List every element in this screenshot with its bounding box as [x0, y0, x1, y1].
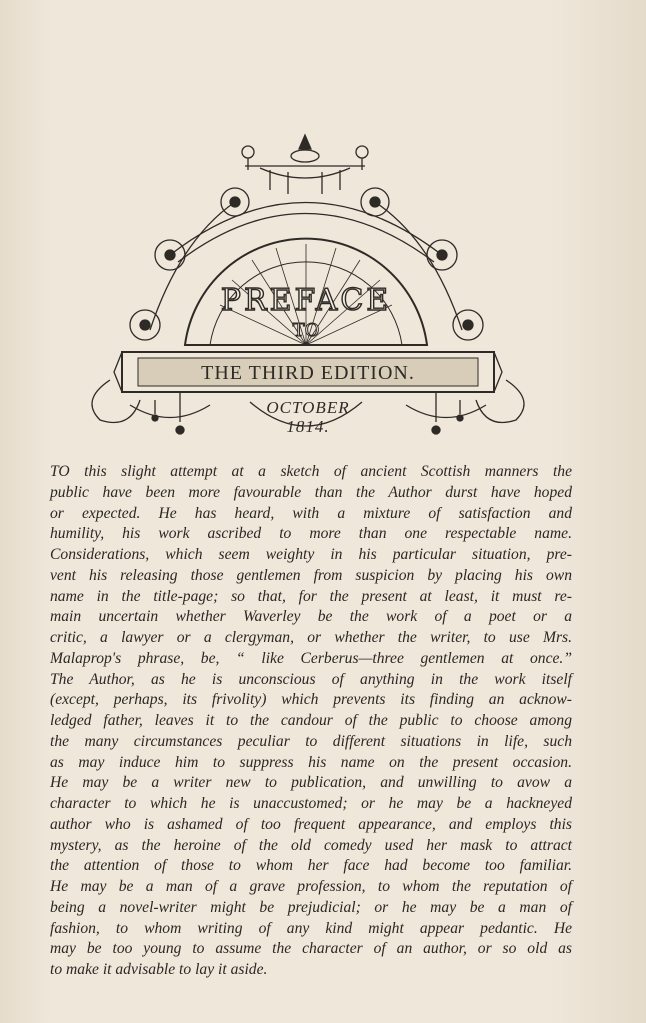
body-line: (except, perhaps, its frivolity) which prevents its finding an acknow-	[50, 691, 572, 709]
body-line: the many circumstances peculiar to different situations in life, such	[50, 732, 572, 750]
body-line: humility, his work ascribed to more than one respectable name.	[50, 525, 572, 543]
body-line: mystery, as the heroine of the old comedy used her mask to attract	[50, 836, 572, 854]
body-line: to make it advisable to lay it aside.	[50, 961, 268, 978]
body-line: The Author, as he is unconscious of anything in the work itself	[50, 670, 572, 688]
body-line: being a novel-writer might be prejudicial; or he may be a man of	[50, 898, 572, 916]
preface-ornament	[70, 130, 550, 450]
body-line: may be too young to assume the character of an author, or so old as	[50, 940, 572, 958]
body-line: fashion, to whom writing of any kind might appear pedantic. He	[50, 919, 572, 937]
body-line: public have been more favourable than the Author durst have hoped	[50, 483, 572, 501]
preface-body	[50, 462, 572, 981]
body-line: character to which he is unaccustomed; or he may be a hackneyed	[50, 795, 572, 812]
date-year: 1814.	[286, 417, 330, 436]
body-line: name in the title-page; so that, for the present at least, it must re-	[50, 587, 572, 605]
body-line: Considerations, which seem weighty in his particular situation, pre-	[50, 546, 572, 563]
body-line: Malaprop's phrase, be, “ like Cerberus—three gentlemen at once.”	[50, 649, 572, 667]
body-line: main uncertain whether Waverley be the work of a poet or a	[50, 608, 572, 626]
body-line: He may be a writer new to publication, and unwilling to avow a	[50, 774, 572, 792]
body-line: ledged father, leaves it to the candour of the public to choose among	[50, 712, 572, 729]
edition-banner: THE THIRD EDITION.	[201, 362, 415, 384]
body-line: the attention of those to whom her face had become too familiar.	[50, 857, 572, 875]
body-line: He may be a man of a grave profession, to whom the reputation of	[50, 878, 572, 895]
preface-to: TO	[292, 320, 320, 341]
body-line: or expected. He has heard, with a mixture of satisfaction and	[50, 504, 572, 522]
body-line: author who is ashamed of too frequent appearance, and employs this	[50, 815, 572, 833]
body-line: TO this slight attempt at a sketch of ancient Scottish manners the	[50, 463, 572, 480]
body-line: as may induce him to suppress his name on the present occasion.	[50, 753, 572, 771]
body-line: vent his releasing those gentlemen from suspicion by placing his own	[50, 566, 572, 584]
preface-title: PREFACE	[220, 283, 392, 318]
date-month: OCTOBER	[266, 398, 350, 417]
body-line: critic, a lawyer or a clergyman, or whether the writer, to use Mrs.	[50, 629, 572, 646]
